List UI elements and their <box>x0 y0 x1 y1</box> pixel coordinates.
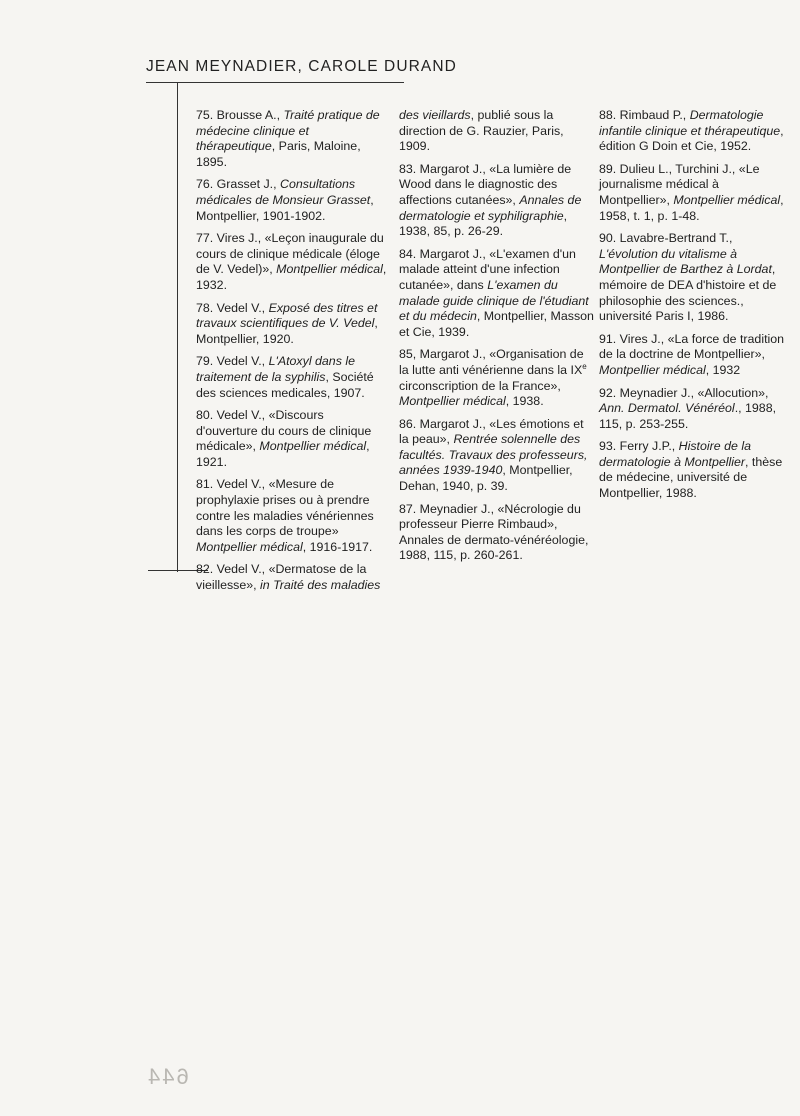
reference-text: 90. Lavabre-Bertrand T., <box>599 231 733 246</box>
reference-text: e <box>582 361 587 371</box>
reference-column-1 <box>196 108 388 601</box>
reference-entry <box>196 301 388 348</box>
reference-title: in Traité des maladies <box>260 578 381 593</box>
reference-text: , Paris, Maloine, 1895. <box>196 139 361 169</box>
reference-title: Histoire de la dermatologie à Montpellier <box>599 439 751 469</box>
reference-column-3 <box>599 108 787 509</box>
reference-title: Montpellier médical <box>259 439 367 454</box>
reference-text: 92. Meynadier J., «Allocution», <box>599 385 769 400</box>
reference-text: , Montpellier, Dehan, 1940, p. 39. <box>399 463 573 494</box>
reference-text: , 1938. <box>505 394 544 409</box>
reference-title: Montpellier médical <box>673 192 781 207</box>
reference-title: Rentrée solennelle des facultés. Travaux des professeurs, années 1939-1940 <box>399 432 588 478</box>
reference-text: 80. Vedel V., «Discours d'ouverture du cours de clinique médicale», <box>196 408 372 454</box>
reference-entry <box>399 417 596 495</box>
reference-title: Consultations médicales de Monsieur Grasset <box>196 177 371 207</box>
page-number-bleed: 644 <box>146 1064 189 1089</box>
reference-entry <box>399 347 596 409</box>
reference-text: circonscription de la France», <box>399 378 561 393</box>
header-rule <box>146 82 404 83</box>
reference-text: 79. Vedel V., <box>196 354 269 369</box>
reference-text: , publié sous la direction de G. Rauzier, Paris, 1909. <box>399 108 564 154</box>
reference-text: , édition G Doin et Cie, 1952. <box>599 123 784 154</box>
reference-text: ., 1988, 115, p. 253-255. <box>599 401 777 431</box>
reference-title: Montpellier médical <box>399 394 506 409</box>
reference-title: Ann. Dermatol. Vénéréol <box>599 401 735 416</box>
reference-text: 77. Vires J., «Leçon inaugurale du cours de clinique médicale (éloge de V. Vedel)», <box>196 231 384 277</box>
reference-text: 93. Ferry J.P., <box>599 439 679 454</box>
reference-text: , Montpellier, Masson et Cie, 1939. <box>399 309 594 339</box>
reference-entry <box>599 108 787 155</box>
reference-entry <box>196 562 388 593</box>
reference-text: , 1958, t. 1, p. 1-48. <box>599 192 784 223</box>
reference-title: L'évolution du vitalisme à Montpellier de Barthez à Lordat <box>599 246 772 277</box>
reference-text: 83. Margarot J., «La lumière de Wood dans le diagnostic des affections cutanées», <box>399 161 572 207</box>
reference-title: des vieillards <box>399 108 471 122</box>
reference-text: 84. Margarot J., «L'examen d'un malade atteint d'une infection cutanée», dans <box>399 246 576 292</box>
reference-title: Annales de dermatologie et syphiligraphie <box>399 192 582 223</box>
reference-title: Montpellier médical <box>276 262 383 277</box>
reference-text: , 1916-1917. <box>302 539 373 554</box>
reference-text: , 1932 <box>705 362 741 377</box>
reference-text: 89. Dulieu L., Turchini J., «Le journalisme médical à Montpellier», <box>599 161 760 207</box>
reference-text: 86. Margarot J., «Les émotions et la peau», <box>399 416 584 447</box>
reference-text: , Montpellier, 1920. <box>196 316 378 346</box>
reference-entry <box>599 162 787 224</box>
reference-text: 81. Vedel V., «Mesure de prophylaxie prises ou à prendre contre les maladies vénériennes dans les corps de troupe» <box>196 477 374 539</box>
reference-text: , 1932. <box>196 262 387 292</box>
reference-text: 75. Brousse A., <box>196 108 284 122</box>
reference-text: , Société des sciences medicales, 1907. <box>196 369 374 400</box>
reference-text: 87. Meynadier J., «Nécrologie du professeur Pierre Rimbaud», Annales de dermato-vénéréologie, 1988, 115, p. 260-261. <box>399 501 589 563</box>
reference-entry <box>599 231 787 325</box>
reference-text: 76. Grasset J., <box>196 177 281 192</box>
reference-entry <box>399 162 596 240</box>
reference-title: Dermatologie infantile clinique et thérapeutique <box>599 108 781 138</box>
reference-title: Exposé des titres et travaux scientifiques de V. Vedel <box>196 300 378 331</box>
reference-text: , mémoire de DEA d'histoire et de philosophie des sciences., université Paris I, 1986. <box>599 262 777 324</box>
reference-text: , thèse de médecine, université de Montpellier, 1988. <box>599 454 783 501</box>
reference-entry <box>399 108 596 155</box>
reference-column-2 <box>399 108 596 571</box>
reference-entry <box>196 408 388 470</box>
vertical-rule <box>177 82 178 572</box>
reference-entry <box>599 386 787 433</box>
reference-title: Montpellier médical <box>196 539 303 554</box>
reference-text: 85, Margarot J., «Organisation de la lutte anti vénérienne dans la IX <box>399 347 584 377</box>
reference-entry <box>196 177 388 224</box>
reference-entry <box>196 354 388 401</box>
running-header: JEAN MEYNADIER, CAROLE DURAND <box>146 58 457 75</box>
reference-text: 82. Vedel V., «Dermatose de la vieillesse», <box>196 562 367 593</box>
reference-entry <box>599 332 787 379</box>
reference-text: 78. Vedel V., <box>196 300 269 315</box>
reference-entry <box>399 247 596 341</box>
reference-entry <box>196 108 388 170</box>
reference-entry <box>599 439 787 501</box>
reference-entry <box>196 231 388 293</box>
reference-text: , 1938, 85, p. 26-29. <box>399 208 568 239</box>
reference-title: L'examen du malade guide clinique de l'étudiant et du médecin <box>399 277 589 324</box>
reference-text: 88. Rimbaud P., <box>599 108 690 122</box>
reference-entry <box>196 477 388 555</box>
reference-title: Traité pratique de médecine clinique et thérapeutique <box>196 108 380 154</box>
reference-title: Montpellier médical <box>599 362 706 377</box>
reference-text: 91. Vires J., «La force de tradition de la doctrine de Montpellier», <box>599 331 785 362</box>
reference-text: , Montpellier, 1901-1902. <box>196 192 374 223</box>
reference-title: L'Atoxyl dans le traitement de la syphilis <box>196 354 355 384</box>
reference-entry <box>399 502 596 564</box>
reference-text: , 1921. <box>196 439 370 469</box>
